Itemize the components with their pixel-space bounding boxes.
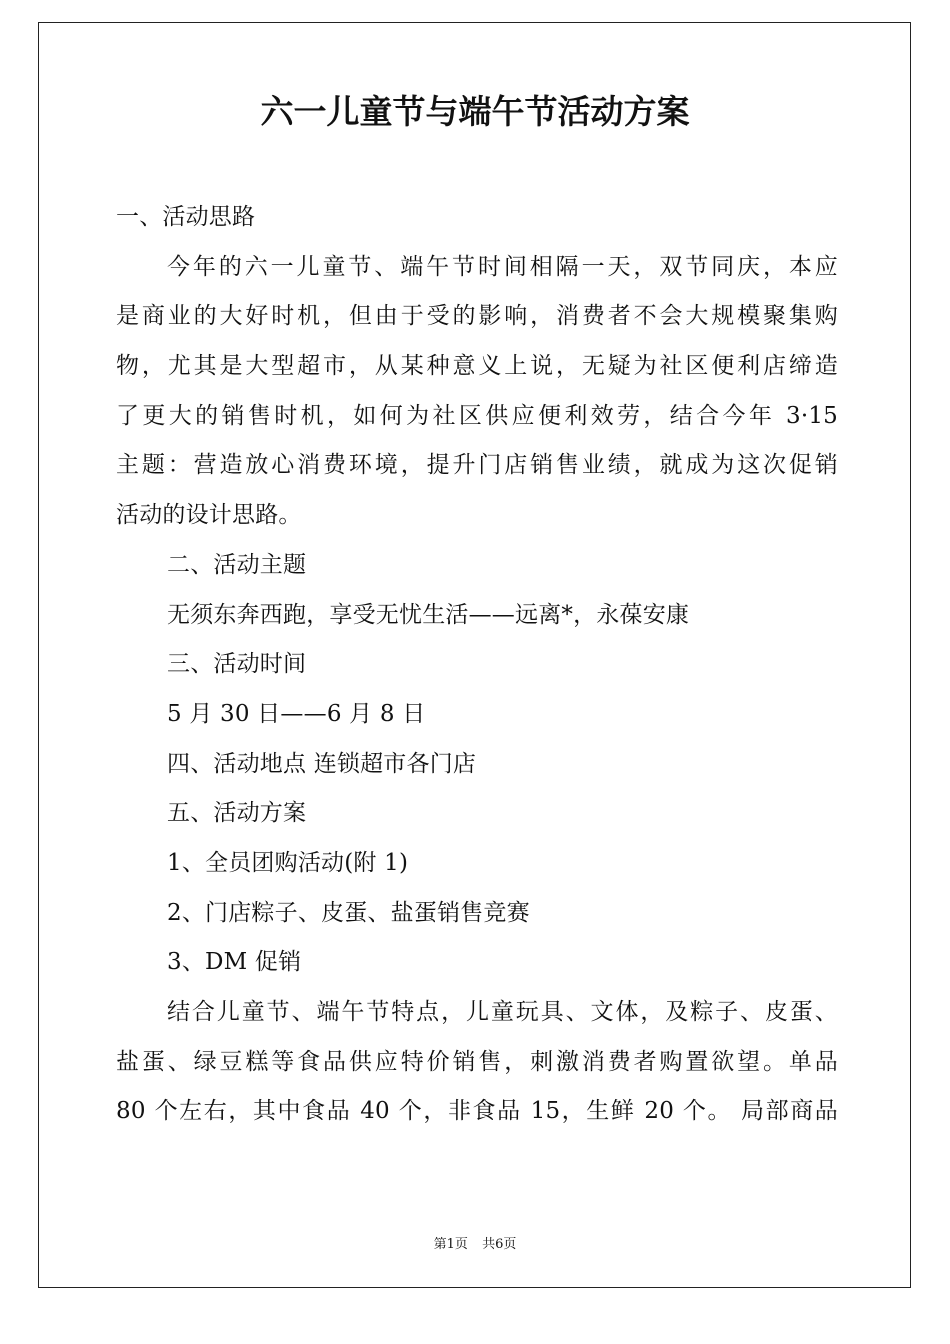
page-footer	[0, 1233, 950, 1252]
list-item-2: 2、门店粽子、皮蛋、盐蛋销售竞赛	[167, 899, 530, 926]
date-range-text: 5 月 30 日——6 月 8 日	[167, 700, 426, 727]
document-body	[116, 193, 838, 1137]
section-heading-1: 一、活动思路	[116, 204, 256, 230]
paragraph-line: 主题：营造放心消费环境，提升门店销售业绩，就成为这次促销	[116, 452, 838, 479]
paragraph-line: 物，尤其是大型超市，从某种意义上说，无疑为社区便利店缔造	[116, 353, 838, 380]
document-title: 六一儿童节与端午节活动方案	[260, 92, 690, 131]
section-heading-3: 三、活动时间	[167, 651, 307, 678]
theme-text: 无须东奔西跑，享受无忧生活——远离*，永葆安康	[167, 601, 690, 628]
section-heading-2: 二、活动主题	[167, 551, 307, 578]
paragraph-line: 了更大的销售时机，如何为社区供应便利效劳，结合今年 3·15	[116, 402, 838, 429]
paragraph-line: 今年的六一儿童节、端午节时间相隔一天，双节同庆，本应	[167, 253, 838, 280]
section-heading-5: 五、活动方案	[167, 800, 307, 827]
paragraph-line: 活动的设计思路。	[116, 502, 302, 529]
paragraph-line: 结合儿童节、端午节特点，儿童玩具、文体，及粽子、皮蛋、	[167, 999, 838, 1025]
list-item-3: 3、DM 促销	[167, 949, 302, 976]
section-heading-4: 四、活动地点 连锁超市各门店	[167, 750, 477, 777]
paragraph-line: 80 个左右，其中食品 40 个，非食品 15，生鲜 20 个。 局部商品	[116, 1098, 838, 1125]
list-item-1: 1、全员团购活动(附 1)	[167, 849, 409, 876]
page-total: 共6页	[482, 1237, 517, 1252]
page-number: 第1页	[433, 1237, 468, 1252]
paragraph-line: 是商业的大好时机，但由于受的影响，消费者不会大规模聚集购	[116, 303, 838, 330]
paragraph-line: 盐蛋、绿豆糕等食品供应特价销售，刺激消费者购置欲望。单品	[116, 1048, 838, 1075]
